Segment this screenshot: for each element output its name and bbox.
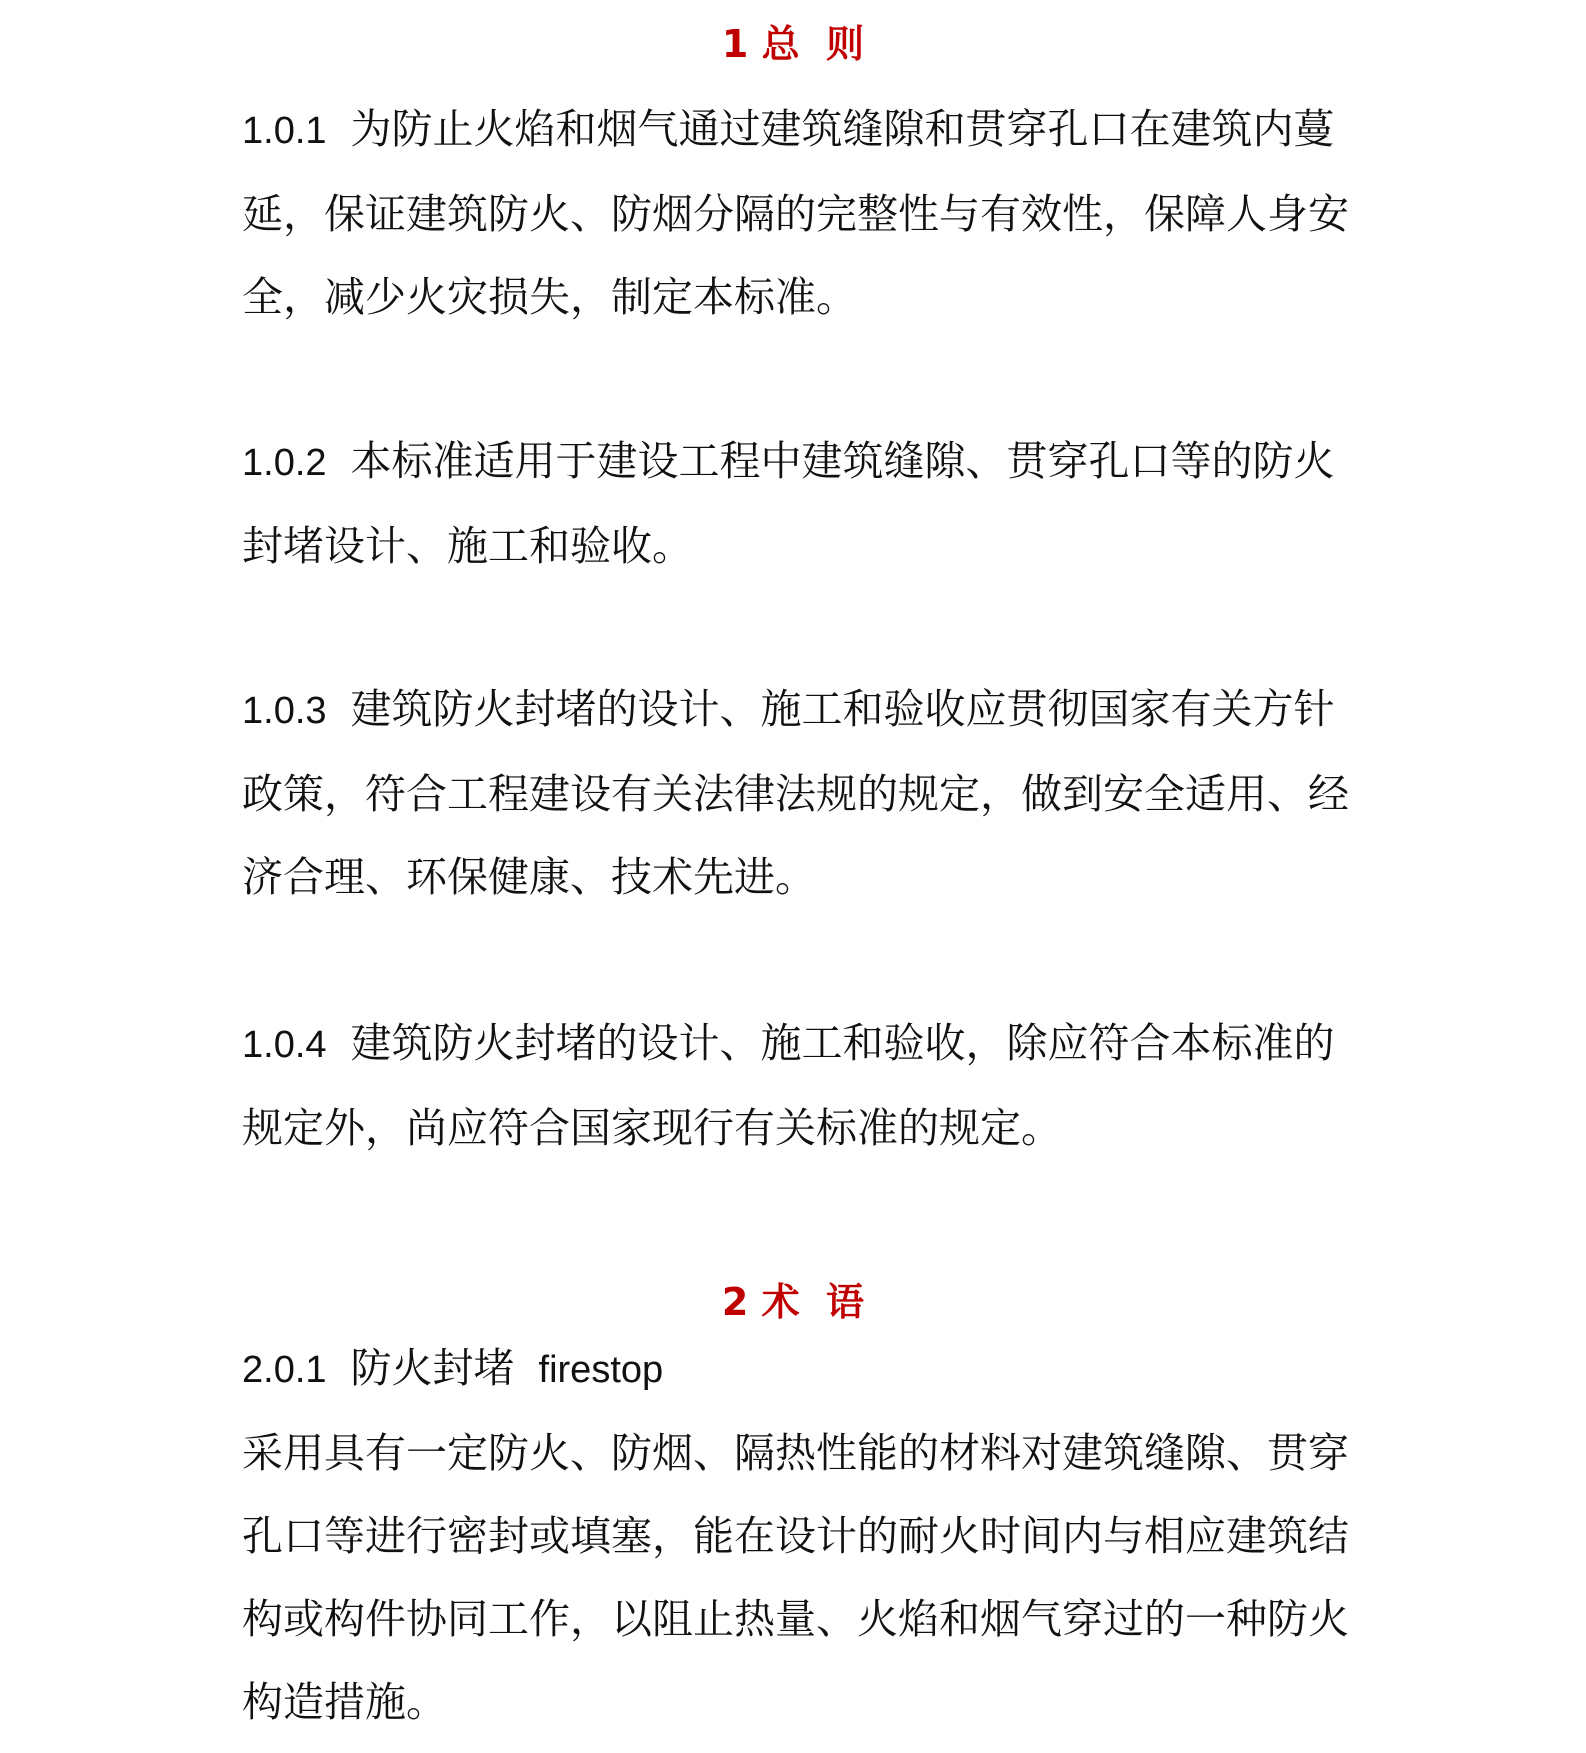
clause-text: 建筑防火封堵的设计、施工和验收应贯彻国家有关方针政策，符合工程建设有关法律法规的规定，做到安全适用、经济合理、环保健康、技术先进。 [242,685,1349,901]
clause-text: 建筑防火封堵的设计、施工和验收，除应符合本标准的规定外，尚应符合国家现行有关标准的规定。 [242,1019,1335,1152]
term-2-0-1-title [242,1338,663,1400]
term-number: 2.0.1 [242,1349,327,1391]
clause-1-0-4 [242,1002,1352,1170]
term-2-0-1-definition: 采用具有一定防火、防烟、隔热性能的材料对建筑缝隙、贯穿孔口等进行密封或填塞，能在设计的耐火时间内与相应建筑结构或构件协同工作，以阻止热量、火焰和烟气穿过的一种防火构造措施。 [242,1429,1349,1726]
section-1-heading: 1 总 则 [721,22,865,66]
clause-number: 1.0.4 [242,1024,327,1066]
clause-1-0-3 [242,668,1352,919]
term-chinese: 防火封堵 [350,1344,515,1392]
clause-number: 1.0.3 [242,690,327,732]
clause-1-0-1 [242,88,1352,339]
clause-text: 本标准适用于建设工程中建筑缝隙、贯穿孔口等的防火封堵设计、施工和验收。 [242,437,1335,570]
clause-1-0-2 [242,420,1352,588]
section-2-heading: 2 术 语 [721,1280,865,1324]
clause-text: 为防止火焰和烟气通过建筑缝隙和贯穿孔口在建筑内蔓延，保证建筑防火、防烟分隔的完整性与有效性，保障人身安全，减少火灾损失，制定本标准。 [242,105,1349,321]
term-english: firestop [538,1349,664,1391]
clause-number: 1.0.2 [242,442,327,484]
clause-number: 1.0.1 [242,110,327,152]
